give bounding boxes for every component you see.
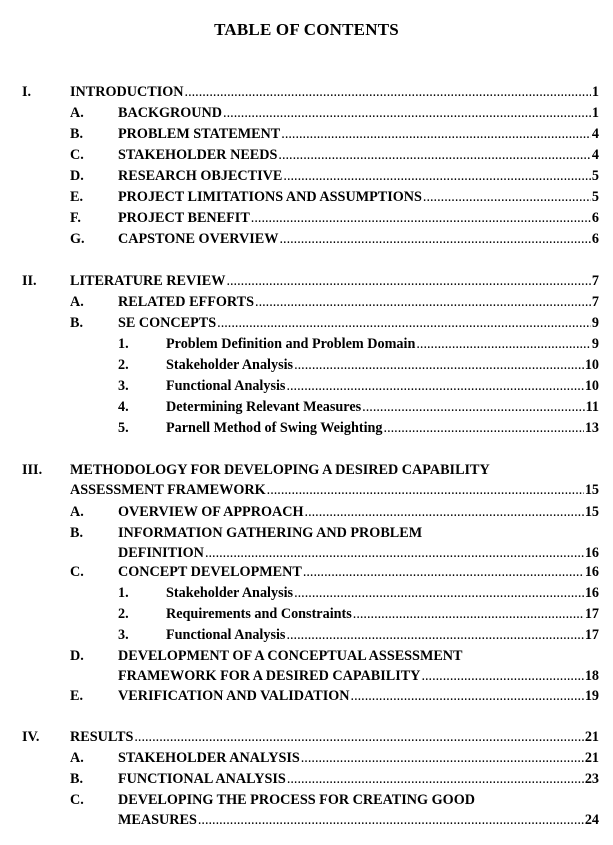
dot-leader (423, 187, 591, 207)
dot-leader (421, 666, 583, 686)
toc-entry-page: 21 (584, 729, 599, 745)
toc-entry-page: 16 (584, 585, 599, 601)
toc-entry-page: 21 (584, 750, 599, 766)
dot-leader (185, 82, 591, 102)
toc-entry-page: 1 (591, 84, 599, 100)
toc-entry-title: Functional Analysis (166, 627, 286, 643)
toc-entry-title: Requirements and Constraints (166, 606, 352, 622)
toc-entry-number: D. (70, 168, 84, 184)
toc-entry-number: D. (70, 648, 84, 664)
toc-entry-number: IV. (22, 729, 40, 745)
toc-entry-page: 16 (584, 545, 599, 561)
toc-entry-title: RELATED EFFORTS (118, 294, 255, 310)
toc-entry-page: 1 (591, 105, 599, 121)
dot-leader (267, 480, 584, 500)
toc-entry-title: VERIFICATION AND VALIDATION (118, 688, 350, 704)
toc-entry-number: I. (22, 84, 32, 100)
dot-leader (294, 583, 584, 603)
toc-entry-title: STAKEHOLDER NEEDS (118, 147, 278, 163)
toc-entry-page: 18 (584, 668, 599, 684)
toc-entry-title: DEVELOPMENT OF A CONCEPTUAL ASSESSMENT (118, 648, 463, 664)
toc-entry-page: 17 (584, 606, 599, 622)
toc-entry-title: Determining Relevant Measures (166, 399, 362, 415)
toc-entry-page: 5 (591, 189, 599, 205)
toc-entry-title: RESEARCH OBJECTIVE (118, 168, 283, 184)
toc-entry-number: B. (70, 126, 84, 142)
toc-entry-title: FUNCTIONAL ANALYSIS (118, 771, 286, 787)
dot-leader (223, 103, 591, 123)
toc-entry-number: F. (70, 210, 81, 226)
toc-entry-page: 5 (591, 168, 599, 184)
dot-leader (416, 334, 591, 354)
toc-entry-title: STAKEHOLDER ANALYSIS (118, 750, 300, 766)
toc-entry-page: 15 (584, 482, 599, 498)
dot-leader (353, 604, 584, 624)
toc-entry-page: 11 (585, 399, 599, 415)
toc-entry-title: CAPSTONE OVERVIEW (118, 231, 279, 247)
dot-leader (278, 145, 591, 165)
toc-entry-number: III. (22, 462, 43, 478)
page-title: TABLE OF CONTENTS (214, 20, 399, 39)
toc-entry-page: 23 (584, 771, 599, 787)
dot-leader (351, 686, 584, 706)
toc-entry-number: A. (70, 504, 84, 520)
toc-entry-number: C. (70, 792, 84, 808)
toc-entry-page: 19 (584, 688, 599, 704)
toc-entry-number: C. (70, 564, 84, 580)
toc-entry-number: B. (70, 771, 84, 787)
toc-entry-title: LITERATURE REVIEW (70, 273, 226, 289)
toc-entry-number: A. (70, 294, 84, 310)
toc-entry-title-continued: DEFINITION (118, 545, 204, 561)
toc-entry-page: 9 (591, 336, 599, 352)
toc-entry-page: 17 (584, 627, 599, 643)
toc-entry-title: Stakeholder Analysis (166, 585, 294, 601)
toc-entry-title: DEVELOPING THE PROCESS FOR CREATING GOOD (118, 792, 475, 808)
toc-entry-page: 7 (591, 273, 599, 289)
toc-entry-title: Parnell Method of Swing Weighting (166, 420, 383, 436)
toc-entry-title: Stakeholder Analysis (166, 357, 294, 373)
toc-entry-title-continued: FRAMEWORK FOR A DESIRED CAPABILITY (118, 668, 421, 684)
toc-entry-page: 10 (584, 378, 599, 394)
dot-leader (205, 543, 584, 563)
toc-entry-title: BACKGROUND (118, 105, 223, 121)
dot-leader (226, 271, 590, 291)
toc-entry-title: Problem Definition and Problem Domain (166, 336, 416, 352)
dot-leader (283, 166, 591, 186)
toc-entry-title: Functional Analysis (166, 378, 286, 394)
toc-entry-number: 3. (118, 378, 129, 394)
toc-entry-page: 6 (591, 231, 599, 247)
toc-entry-page: 16 (584, 564, 599, 580)
toc-entry-title: INFORMATION GATHERING AND PROBLEM (118, 525, 423, 541)
dot-leader (286, 376, 583, 396)
dot-leader (286, 625, 583, 645)
dot-leader (362, 397, 584, 417)
dot-leader (281, 124, 591, 144)
toc-entry-number: II. (22, 273, 37, 289)
dot-leader (294, 355, 584, 375)
toc-entry-page: 10 (584, 357, 599, 373)
toc-entry-number: 3. (118, 627, 129, 643)
toc-entry-title-continued: ASSESSMENT FRAMEWORK (70, 482, 266, 498)
toc-entry-title-continued: MEASURES (118, 812, 197, 828)
toc-entry-number: 5. (118, 420, 129, 436)
toc-entry-number: C. (70, 147, 84, 163)
toc-entry-page: 6 (591, 210, 599, 226)
toc-entry-title: INTRODUCTION (70, 84, 184, 100)
toc-entry-title: RESULTS (70, 729, 134, 745)
toc-entry-page: 15 (584, 504, 599, 520)
dot-leader (301, 748, 584, 768)
dot-leader (255, 292, 591, 312)
toc-entry-number: 4. (118, 399, 129, 415)
toc-entry-number: B. (70, 525, 84, 541)
toc-entry-title: OVERVIEW OF APPROACH (118, 504, 304, 520)
toc-entry-number: 2. (118, 606, 129, 622)
toc-entry-title: PROBLEM STATEMENT (118, 126, 281, 142)
toc-entry-number: 2. (118, 357, 129, 373)
toc-entry-page: 13 (584, 420, 599, 436)
toc-entry-title: PROJECT LIMITATIONS AND ASSUMPTIONS (118, 189, 422, 205)
dot-leader (217, 313, 591, 333)
toc-entry-page: 9 (591, 315, 599, 331)
toc-entry-number: G. (70, 231, 85, 247)
toc-entry-number: 1. (118, 585, 129, 601)
dot-leader (303, 562, 584, 582)
dot-leader (384, 418, 584, 438)
toc-entry-page: 7 (591, 294, 599, 310)
toc-entry-page: 4 (591, 126, 599, 142)
toc-entry-number: 1. (118, 336, 129, 352)
dot-leader (134, 727, 583, 747)
dot-leader (198, 810, 584, 830)
toc-entry-number: A. (70, 105, 84, 121)
dot-leader (251, 208, 591, 228)
toc-entry-title: METHODOLOGY FOR DEVELOPING A DESIRED CAPABILITY (70, 462, 490, 478)
dot-leader (287, 769, 584, 789)
dot-leader (305, 502, 584, 522)
toc-entry-title: CONCEPT DEVELOPMENT (118, 564, 302, 580)
dot-leader (279, 229, 590, 249)
toc-entry-number: E. (70, 189, 84, 205)
toc-entry-page: 4 (591, 147, 599, 163)
toc-entry-page: 24 (584, 812, 599, 828)
toc-entry-title: PROJECT BENEFIT (118, 210, 250, 226)
toc-entry-title: SE CONCEPTS (118, 315, 217, 331)
toc-entry-number: B. (70, 315, 84, 331)
toc-entry-number: A. (70, 750, 84, 766)
toc-entry-number: E. (70, 688, 84, 704)
